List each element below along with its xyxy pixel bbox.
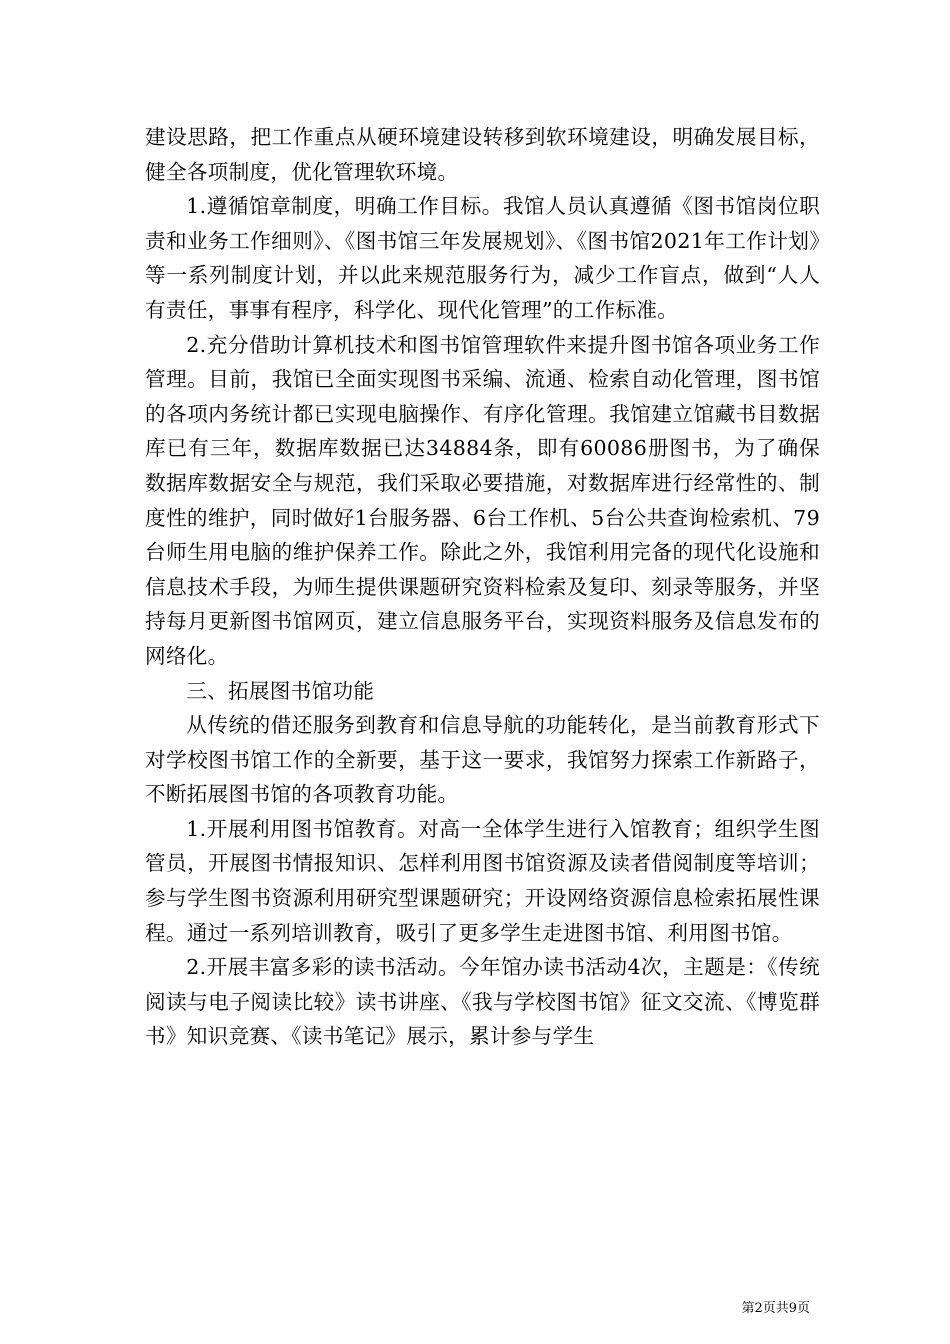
paragraph-item-1-education: 1.开展利用图书馆教育。对高一全体学生进行入馆教育；组织学生图管员，开展图书情报知识、怎样利用图书馆资源及读者借阅制度等培训；参与学生图书资源利用研究型课题研究；开设网络资源信息检索拓展性课程。通过一系列培训教育，吸引了更多学生走进图书馆、利用图书馆。 [145,816,820,945]
paragraph-continuation: 建设思路，把工作重点从硬环境建设转移到软环境建设，明确发展目标，健全各项制度，优化管理软环境。 [145,125,820,184]
page-number: 第2页共9页 [741,1301,810,1316]
document-body [145,120,820,1054]
paragraph-item-2-computer: 2.充分借助计算机技术和图书馆管理软件来提升图书馆各项业务工作管理。目前，我馆已全面实现图书采编、流通、检索自动化管理，图书馆的各项内务统计都已实现电脑操作、有序化管理。我馆建立馆藏书目数据库已有三年，数据库数据已达34884条，即有60086册图书，为了确保数据库数据安全与规范，我们采取必要措施，对数据库进行经常性的、制度性的维护，同时做好1台服务器、6台工作机、5台公共查询检索机、79台师生用电脑的维护保养工作。除此之外，我馆利用完备的现代化设施和信息技术手段，为师生提供课题研究资料检索及复印、刻录等服务，并坚持每月更新图书馆网页，建立信息服务平台，实现资料服务及信息发布的网络化。 [145,332,820,668]
paragraph-item-2-reading: 2.开展丰富多彩的读书活动。今年馆办读书活动4次，主题是：《传统阅读与电子阅读比较》读书讲座、《我与学校图书馆》征文交流、《博览群书》知识竞赛、《读书笔记》展示，累计参与学生 [145,955,820,1049]
paragraph-section-3-intro: 从传统的借还服务到教育和信息导航的功能转化，是当前教育形式下对学校图书馆工作的全新要，基于这一要求，我馆努力探索工作新路子，不断拓展图书馆的各项教育功能。 [145,713,820,807]
paragraph-item-1-rules: 1.遵循馆章制度，明确工作目标。我馆人员认真遵循《图书馆岗位职责和业务工作细则》、《图书馆三年发展规划》、《图书馆2021年工作计划》等一系列制度计划，并以此来规范服务行为，减少工作盲点，做到“人人有责任，事事有程序，科学化、现代化管理”的工作标准。 [145,194,820,322]
section-heading-3: 三、拓展图书馆功能 [186,678,375,703]
